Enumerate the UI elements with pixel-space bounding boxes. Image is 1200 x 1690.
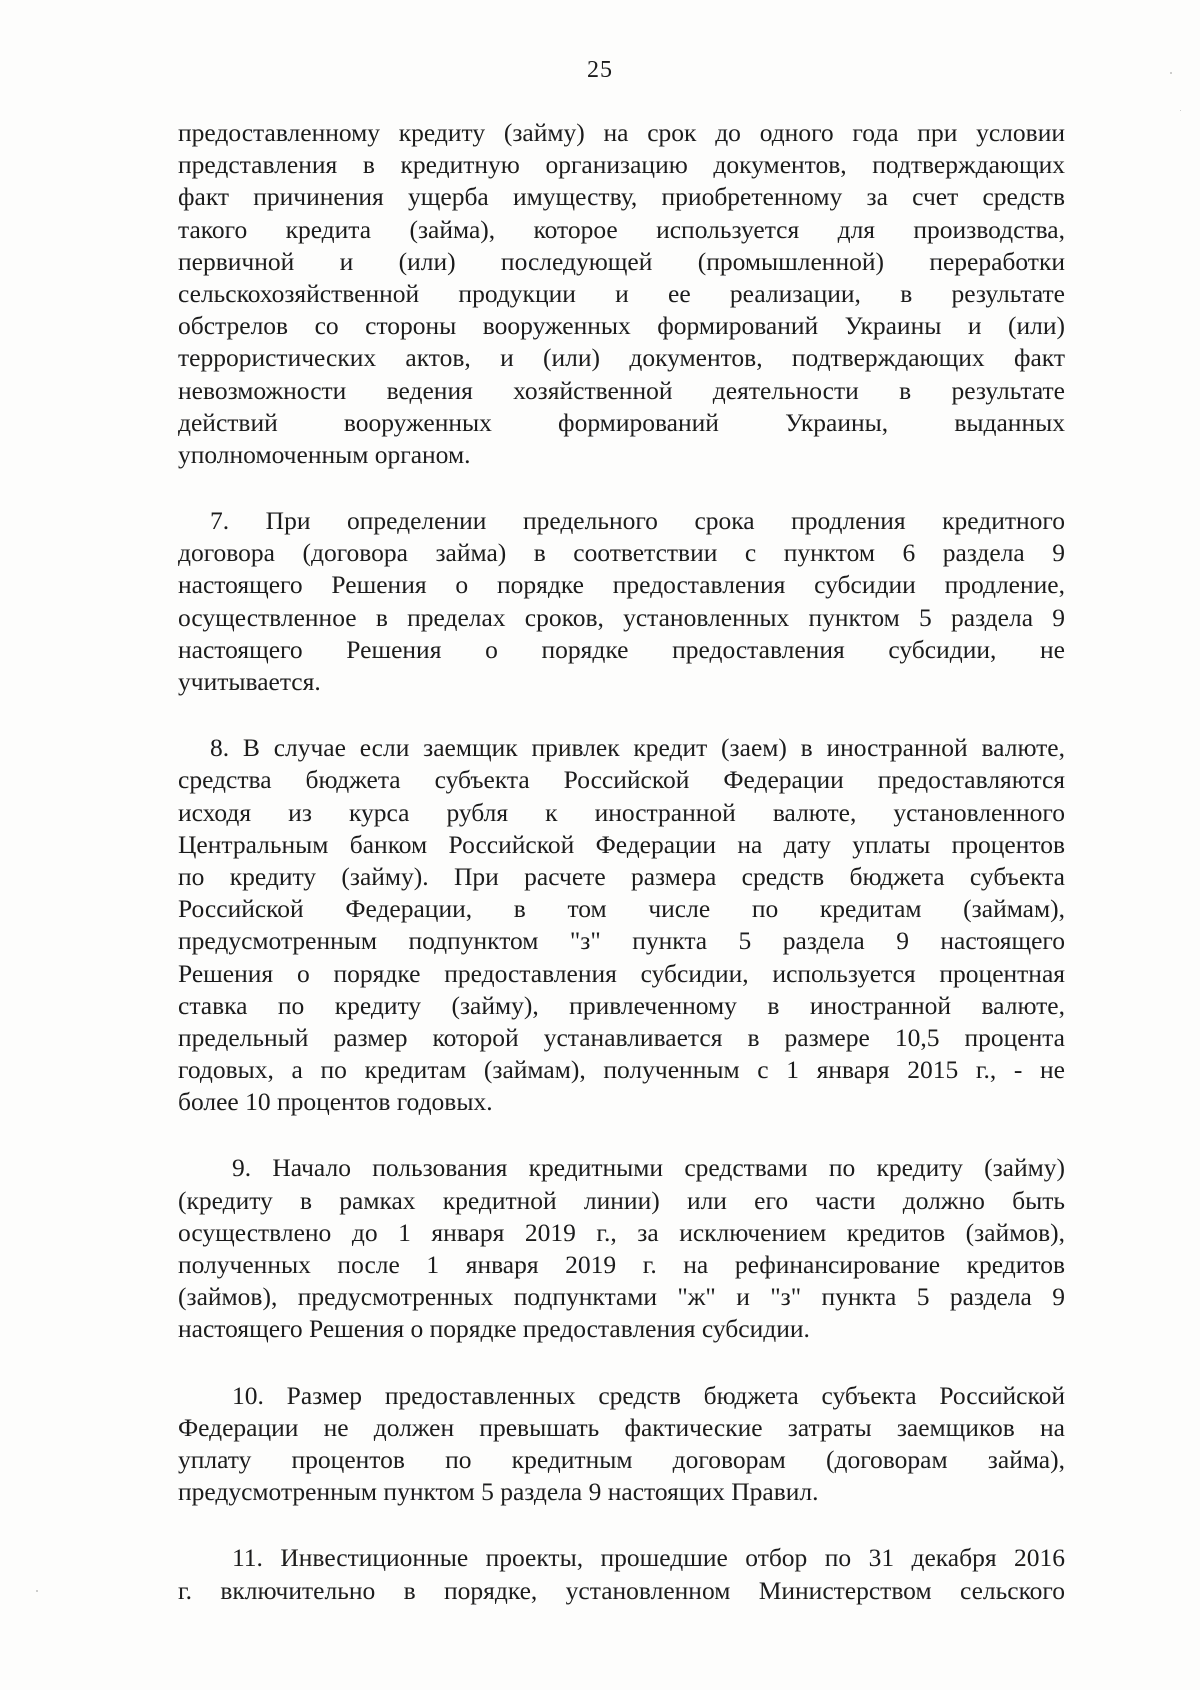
text-line: предельный размер которой устанавливается в размере 10,5 процента (178, 1022, 1065, 1052)
text-line: представления в кредитную организацию документов, подтверждающих (178, 150, 1065, 180)
text-line: 11. Инвестиционные проекты, прошедшие отбор по 31 декабря 2016 (232, 1543, 1065, 1573)
text-line: Решения о порядке предоставления субсидии, используется процентная (178, 958, 1065, 988)
text-line: г. включительно в порядке, установленном Министерством сельского (178, 1575, 1065, 1605)
text-line: Федерации не должен превышать фактические затраты заемщиков на (178, 1412, 1065, 1442)
text-line: уплату процентов по кредитным договорам (договорам займа), (178, 1444, 1065, 1474)
text-line: предусмотренным пунктом 5 раздела 9 настоящих Правил. (178, 1477, 819, 1507)
text-line: исходя из курса рубля к иностранной валюте, установленного (178, 797, 1065, 827)
paragraph-9 (178, 1152, 1065, 1345)
text-line: 7. При определении предельного срока продления кредитного (210, 506, 1065, 536)
text-line: предусмотренным подпунктом "з" пункта 5 раздела 9 настоящего (178, 926, 1065, 956)
text-line: такого кредита (займа), которое используется для производства, (178, 214, 1065, 244)
text-line: 9. Начало пользования кредитными средствами по кредиту (займу) (232, 1153, 1065, 1183)
text-line: Центральным банком Российской Федерации на дату уплаты процентов (178, 829, 1065, 859)
text-line: осуществленное в пределах сроков, установленных пунктом 5 раздела 9 (178, 602, 1065, 632)
text-line: осуществлено до 1 января 2019 г., за исключением кредитов (займов), (178, 1217, 1065, 1247)
text-line: 8. В случае если заемщик привлек кредит (заем) в иностранной валюте, (210, 733, 1065, 763)
text-line: настоящего Решения о порядке предоставления субсидии. (178, 1314, 810, 1344)
text-line: факт причинения ущерба имуществу, приобретенному за счет средств (178, 182, 1065, 212)
scan-speck (1180, 110, 1181, 111)
text-line: предоставленному кредиту (займу) на срок до одного года при условии (178, 118, 1065, 147)
text-line: действий вооруженных формирований Украины, выданных (178, 407, 1065, 437)
text-line: полученных после 1 января 2019 г. на рефинансирование кредитов (178, 1250, 1065, 1279)
text-line: более 10 процентов годовых. (178, 1087, 493, 1117)
paragraph-10 (178, 1380, 1065, 1509)
text-line: невозможности ведения хозяйственной деятельности в результате (178, 375, 1065, 405)
text-line: учитывается. (178, 667, 321, 696)
text-line: (кредиту в рамках кредитной линии) или его части должно быть (178, 1185, 1065, 1215)
text-line: обстрелов со стороны вооруженных формирований Украины и (или) (178, 311, 1065, 341)
page-number: 25 (587, 57, 613, 83)
text-line: 10. Размер предоставленных средств бюджета субъекта Российской (232, 1380, 1065, 1410)
text-line: Российской Федерации, в том числе по кредитам (займам), (178, 894, 1065, 924)
document-body (178, 117, 1065, 1641)
text-line: средства бюджета субъекта Российской Федерации предоставляются (178, 765, 1065, 795)
text-line: (займов), предусмотренных подпунктами "ж" и "з" пункта 5 раздела 9 (178, 1282, 1065, 1312)
text-line: по кредиту (займу). При расчете размера средств бюджета субъекта (178, 861, 1065, 891)
text-line: годовых, а по кредитам (займам), полученным с 1 января 2015 г., - не (178, 1055, 1065, 1085)
paragraph-11 (178, 1542, 1065, 1606)
text-line: первичной и (или) последующей (промышленной) переработки (178, 246, 1065, 276)
text-line: сельскохозяйственной продукции и ее реализации, в результате (178, 278, 1065, 308)
text-line: настоящего Решения о порядке предоставления субсидии продление, (178, 570, 1065, 600)
paragraph-7 (178, 505, 1065, 698)
text-line: договора (договора займа) в соответствии с пунктом 6 раздела 9 (178, 538, 1065, 568)
text-line: ставка по кредиту (займу), привлеченному в иностранной валюте, (178, 990, 1065, 1020)
text-line: террористических актов, и (или) документов, подтверждающих факт (178, 343, 1065, 373)
paragraph-continuation (178, 117, 1065, 471)
scan-speck (1170, 72, 1172, 74)
paragraph-8 (178, 732, 1065, 1118)
text-line: настоящего Решения о порядке предоставления субсидии, не (178, 634, 1065, 664)
scan-speck (36, 1590, 38, 1592)
text-line: уполномоченным органом. (178, 439, 471, 469)
